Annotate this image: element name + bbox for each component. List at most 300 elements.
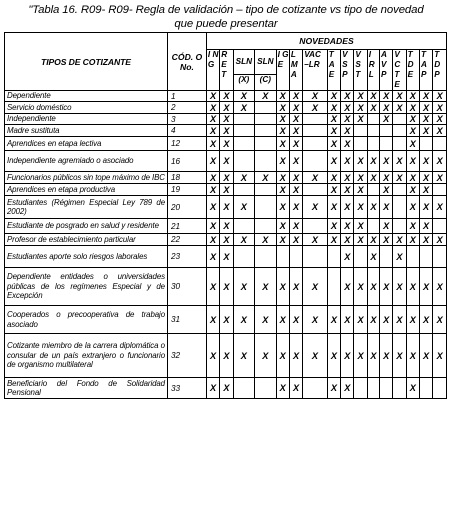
mark-cell-tae: X [327, 334, 340, 378]
mark-cell-tde: X [406, 234, 419, 246]
mark-cell-tdp [433, 184, 447, 196]
mark-cell-vst: X [354, 234, 367, 246]
mark-cell-avp: X [380, 91, 393, 102]
tipo-cotizante-cell: Servicio doméstico [5, 102, 168, 114]
tipo-cotizante-cell: Cooperados o precooperativa de trabajo asociado [5, 306, 168, 334]
mark-cell-vsp: X [341, 184, 354, 196]
table-row [5, 306, 447, 334]
mark-cell-slnc [255, 151, 277, 172]
mark-cell-vst [354, 125, 367, 137]
mark-cell-lma: X [289, 306, 302, 334]
header-col-lma: L M A [289, 50, 302, 91]
mark-cell-ing: X [206, 184, 219, 196]
mark-cell-ret: X [220, 137, 233, 151]
mark-cell-lma: X [289, 137, 302, 151]
mark-cell-avp: X [380, 184, 393, 196]
header-col-tdp: T D P [433, 50, 447, 91]
mark-cell-irl: X [367, 172, 379, 184]
mark-cell-tap: X [419, 125, 432, 137]
mark-cell-vst: X [354, 184, 367, 196]
mark-cell-tde: X [406, 114, 419, 125]
mark-cell-vsp: X [341, 196, 354, 219]
mark-cell-vaclr [303, 246, 328, 268]
cod-cell: 19 [167, 184, 206, 196]
header-col-ige: I G E [276, 50, 289, 91]
mark-cell-slnc: X [255, 334, 277, 378]
mark-cell-vcte [393, 378, 406, 399]
caption-line-2: que puede presentar [174, 18, 278, 30]
mark-cell-tdp: X [433, 172, 447, 184]
mark-cell-vsp: X [341, 91, 354, 102]
mark-cell-slnx: X [233, 172, 255, 184]
mark-cell-tap [419, 137, 432, 151]
mark-cell-tdp: X [433, 334, 447, 378]
mark-cell-tap [419, 378, 432, 399]
table-row [5, 91, 447, 102]
cod-cell: 20 [167, 196, 206, 219]
mark-cell-tap: X [419, 184, 432, 196]
mark-cell-tap: X [419, 306, 432, 334]
mark-cell-irl [367, 137, 379, 151]
mark-cell-vcte: X [393, 306, 406, 334]
mark-cell-avp: X [380, 268, 393, 306]
mark-cell-vcte: X [393, 102, 406, 114]
mark-cell-ige: X [276, 151, 289, 172]
mark-cell-tdp: X [433, 268, 447, 306]
mark-cell-tae [327, 246, 340, 268]
mark-cell-tde: X [406, 91, 419, 102]
mark-cell-vcte: X [393, 334, 406, 378]
mark-cell-irl: X [367, 102, 379, 114]
header-col-irl: I R L [367, 50, 379, 91]
mark-cell-ing: X [206, 102, 219, 114]
header-col-vcte: V C T E [393, 50, 406, 91]
header-col-slnc-sub: (C) [255, 74, 277, 90]
mark-cell-vst: X [354, 102, 367, 114]
mark-cell-tdp: X [433, 102, 447, 114]
mark-cell-tde: X [406, 125, 419, 137]
mark-cell-slnc: X [255, 91, 277, 102]
cod-cell: 21 [167, 219, 206, 234]
header-tipos: TIPOS DE COTIZANTE [5, 33, 168, 91]
mark-cell-ing: X [206, 137, 219, 151]
mark-cell-tap: X [419, 102, 432, 114]
mark-cell-slnx [233, 184, 255, 196]
mark-cell-vst: X [354, 114, 367, 125]
mark-cell-slnx [233, 151, 255, 172]
mark-cell-tae [327, 268, 340, 306]
mark-cell-vst: X [354, 172, 367, 184]
mark-cell-avp: X [380, 306, 393, 334]
mark-cell-vcte: X [393, 172, 406, 184]
mark-cell-irl: X [367, 234, 379, 246]
mark-cell-tae: X [327, 102, 340, 114]
mark-cell-avp [380, 137, 393, 151]
mark-cell-ing: X [206, 378, 219, 399]
tipo-cotizante-cell: Profesor de establecimiento particular [5, 234, 168, 246]
mark-cell-tap: X [419, 196, 432, 219]
mark-cell-vsp: X [341, 378, 354, 399]
mark-cell-ige: X [276, 334, 289, 378]
mark-cell-slnx [233, 125, 255, 137]
mark-cell-ige: X [276, 125, 289, 137]
mark-cell-slnc [255, 125, 277, 137]
table-row [5, 246, 447, 268]
mark-cell-tdp [433, 219, 447, 234]
mark-cell-irl [367, 184, 379, 196]
mark-cell-tdp: X [433, 306, 447, 334]
mark-cell-tdp: X [433, 114, 447, 125]
mark-cell-tdp: X [433, 234, 447, 246]
mark-cell-tae: X [327, 184, 340, 196]
tipo-cotizante-cell: Estudiantes aporte solo riesgos laborales [5, 246, 168, 268]
mark-cell-vcte [393, 196, 406, 219]
mark-cell-tdp [433, 137, 447, 151]
mark-cell-vcte: X [393, 91, 406, 102]
mark-cell-irl: X [367, 91, 379, 102]
mark-cell-tde: X [406, 102, 419, 114]
mark-cell-tdp: X [433, 151, 447, 172]
mark-cell-ige: X [276, 114, 289, 125]
mark-cell-vst: X [354, 306, 367, 334]
mark-cell-ing: X [206, 268, 219, 306]
mark-cell-slnx [233, 246, 255, 268]
table-row [5, 114, 447, 125]
mark-cell-vaclr [303, 219, 328, 234]
mark-cell-ing: X [206, 125, 219, 137]
mark-cell-ige [276, 246, 289, 268]
tipo-cotizante-cell: Funcionarios públicos sin tope máximo de IBC [5, 172, 168, 184]
cod-cell: 33 [167, 378, 206, 399]
mark-cell-avp [380, 125, 393, 137]
mark-cell-slnc: X [255, 268, 277, 306]
mark-cell-vcte [393, 125, 406, 137]
header-col-vst: V S T [354, 50, 367, 91]
cod-cell: 3 [167, 114, 206, 125]
mark-cell-slnx: X [233, 196, 255, 219]
table-row [5, 125, 447, 137]
header-col-tap: T A P [419, 50, 432, 91]
mark-cell-ing: X [206, 219, 219, 234]
mark-cell-lma: X [289, 378, 302, 399]
mark-cell-tde: X [406, 137, 419, 151]
cod-cell: 12 [167, 137, 206, 151]
mark-cell-avp: X [380, 234, 393, 246]
tipo-cotizante-cell: Aprendices en etapa productiva [5, 184, 168, 196]
mark-cell-ret: X [220, 91, 233, 102]
mark-cell-lma: X [289, 172, 302, 184]
mark-cell-vaclr: X [303, 306, 328, 334]
mark-cell-tap [419, 246, 432, 268]
mark-cell-ige: X [276, 184, 289, 196]
mark-cell-lma: X [289, 196, 302, 219]
mark-cell-tde: X [406, 184, 419, 196]
tipo-cotizante-cell: Independiente agremiado o asociado [5, 151, 168, 172]
mark-cell-ige: X [276, 91, 289, 102]
mark-cell-vcte: X [393, 246, 406, 268]
cod-cell: 32 [167, 334, 206, 378]
mark-cell-tae: X [327, 125, 340, 137]
mark-cell-avp: X [380, 219, 393, 234]
mark-cell-slnx: X [233, 91, 255, 102]
mark-cell-irl [367, 378, 379, 399]
mark-cell-ret: X [220, 219, 233, 234]
cod-cell: 4 [167, 125, 206, 137]
mark-cell-tap: X [419, 114, 432, 125]
mark-cell-tdp [433, 246, 447, 268]
mark-cell-ige: X [276, 172, 289, 184]
mark-cell-vsp: X [341, 172, 354, 184]
mark-cell-slnx: X [233, 268, 255, 306]
mark-cell-ing: X [206, 306, 219, 334]
mark-cell-slnc: X [255, 306, 277, 334]
mark-cell-ret: X [220, 334, 233, 378]
mark-cell-ige: X [276, 219, 289, 234]
mark-cell-tae: X [327, 234, 340, 246]
tipo-cotizante-cell: Estudiante de posgrado en salud y residente [5, 219, 168, 234]
mark-cell-vsp: X [341, 151, 354, 172]
mark-cell-ige: X [276, 196, 289, 219]
mark-cell-vcte [393, 137, 406, 151]
mark-cell-avp: X [380, 102, 393, 114]
table-row [5, 196, 447, 219]
mark-cell-ret: X [220, 125, 233, 137]
mark-cell-tde: X [406, 196, 419, 219]
mark-cell-ret: X [220, 196, 233, 219]
mark-cell-lma: X [289, 91, 302, 102]
cod-cell: 30 [167, 268, 206, 306]
mark-cell-vaclr: X [303, 196, 328, 219]
mark-cell-vcte [393, 114, 406, 125]
mark-cell-avp [380, 246, 393, 268]
cod-cell: 2 [167, 102, 206, 114]
mark-cell-slnx [233, 137, 255, 151]
tipo-cotizante-cell: Beneficiario del Fondo de Solidaridad Pensional [5, 378, 168, 399]
mark-cell-lma: X [289, 219, 302, 234]
mark-cell-vaclr [303, 114, 328, 125]
mark-cell-tae: X [327, 137, 340, 151]
mark-cell-tap: X [419, 268, 432, 306]
mark-cell-irl: X [367, 246, 379, 268]
mark-cell-vsp: X [341, 102, 354, 114]
header-col-ret: R E T [220, 50, 233, 91]
mark-cell-tap: X [419, 91, 432, 102]
mark-cell-slnc: X [255, 172, 277, 184]
table-row [5, 219, 447, 234]
mark-cell-vaclr [303, 125, 328, 137]
mark-cell-ret: X [220, 102, 233, 114]
mark-cell-vst: X [354, 219, 367, 234]
table-row [5, 268, 447, 306]
mark-cell-vst: X [354, 91, 367, 102]
mark-cell-irl: X [367, 306, 379, 334]
mark-cell-vaclr [303, 137, 328, 151]
mark-cell-vaclr: X [303, 102, 328, 114]
mark-cell-slnx: X [233, 306, 255, 334]
mark-cell-tae: X [327, 196, 340, 219]
mark-cell-irl [367, 125, 379, 137]
mark-cell-vst: X [354, 268, 367, 306]
mark-cell-ret: X [220, 114, 233, 125]
mark-cell-tae: X [327, 219, 340, 234]
mark-cell-vaclr [303, 378, 328, 399]
mark-cell-ret: X [220, 184, 233, 196]
mark-cell-slnc [255, 219, 277, 234]
mark-cell-tde: X [406, 306, 419, 334]
mark-cell-vsp: X [341, 219, 354, 234]
mark-cell-vst [354, 378, 367, 399]
table-row [5, 378, 447, 399]
mark-cell-vsp: X [341, 268, 354, 306]
mark-cell-tap: X [419, 334, 432, 378]
mark-cell-slnx [233, 378, 255, 399]
mark-cell-vaclr: X [303, 334, 328, 378]
mark-cell-ret: X [220, 234, 233, 246]
mark-cell-vsp: X [341, 334, 354, 378]
mark-cell-tae: X [327, 172, 340, 184]
header-col-tae: T A E [327, 50, 340, 91]
header-col-vaclr: VAC –LR [303, 50, 328, 91]
mark-cell-ing: X [206, 246, 219, 268]
mark-cell-lma: X [289, 151, 302, 172]
mark-cell-avp: X [380, 172, 393, 184]
mark-cell-slnx: X [233, 334, 255, 378]
mark-cell-ret: X [220, 378, 233, 399]
cod-cell: 31 [167, 306, 206, 334]
table-row [5, 172, 447, 184]
mark-cell-tap: X [419, 172, 432, 184]
validation-table [4, 32, 447, 399]
mark-cell-lma: X [289, 125, 302, 137]
table-row [5, 184, 447, 196]
mark-cell-tap: X [419, 234, 432, 246]
mark-cell-ige: X [276, 137, 289, 151]
mark-cell-lma: X [289, 114, 302, 125]
mark-cell-tae: X [327, 114, 340, 125]
mark-cell-ige: X [276, 102, 289, 114]
mark-cell-ret: X [220, 172, 233, 184]
mark-cell-tap: X [419, 219, 432, 234]
mark-cell-tde: X [406, 268, 419, 306]
mark-cell-ret: X [220, 246, 233, 268]
mark-cell-avp: X [380, 334, 393, 378]
mark-cell-slnc [255, 114, 277, 125]
mark-cell-tae: X [327, 306, 340, 334]
mark-cell-vaclr: X [303, 172, 328, 184]
mark-cell-ing: X [206, 114, 219, 125]
cod-cell: 23 [167, 246, 206, 268]
header-col-ing: I N G [206, 50, 219, 91]
mark-cell-lma: X [289, 268, 302, 306]
table-row [5, 334, 447, 378]
mark-cell-vsp: X [341, 137, 354, 151]
mark-cell-tdp: X [433, 91, 447, 102]
mark-cell-slnx: X [233, 234, 255, 246]
tipo-cotizante-cell: Madre sustituta [5, 125, 168, 137]
header-col-vsp: V S P [341, 50, 354, 91]
mark-cell-vst [354, 137, 367, 151]
mark-cell-slnc [255, 184, 277, 196]
mark-cell-slnx [233, 114, 255, 125]
mark-cell-vst: X [354, 334, 367, 378]
mark-cell-vcte [393, 184, 406, 196]
mark-cell-slnc [255, 102, 277, 114]
table-row [5, 151, 447, 172]
mark-cell-vaclr: X [303, 268, 328, 306]
mark-cell-irl: X [367, 268, 379, 306]
mark-cell-ret: X [220, 306, 233, 334]
mark-cell-avp: X [380, 114, 393, 125]
mark-cell-ing: X [206, 91, 219, 102]
mark-cell-tdp: X [433, 125, 447, 137]
mark-cell-ret: X [220, 151, 233, 172]
mark-cell-vaclr: X [303, 234, 328, 246]
mark-cell-lma: X [289, 334, 302, 378]
mark-cell-ing: X [206, 234, 219, 246]
tipo-cotizante-cell: Aprendices en etapa lectiva [5, 137, 168, 151]
mark-cell-vsp: X [341, 306, 354, 334]
mark-cell-tdp [433, 378, 447, 399]
cod-cell: 1 [167, 91, 206, 102]
tipo-cotizante-cell: Cotizante miembro de la carrera diplomática o consular de un país extranjero o funcionario de organismo multilateral [5, 334, 168, 378]
mark-cell-tae: X [327, 378, 340, 399]
mark-cell-tde [406, 246, 419, 268]
mark-cell-slnc [255, 378, 277, 399]
header-col-slnc: SLN [255, 50, 277, 75]
mark-cell-irl [367, 114, 379, 125]
header-cod: CÓD. O No. [167, 33, 206, 91]
mark-cell-tde: X [406, 151, 419, 172]
mark-cell-irl: X [367, 334, 379, 378]
mark-cell-avp [380, 378, 393, 399]
mark-cell-slnx [233, 219, 255, 234]
mark-cell-vcte: X [393, 268, 406, 306]
mark-cell-irl: X [367, 151, 379, 172]
mark-cell-slnc [255, 196, 277, 219]
mark-cell-ige: X [276, 378, 289, 399]
header-col-avp: A V P [380, 50, 393, 91]
mark-cell-tde: X [406, 334, 419, 378]
mark-cell-ret: X [220, 268, 233, 306]
tipo-cotizante-cell: Dependiente [5, 91, 168, 102]
table-row [5, 234, 447, 246]
mark-cell-irl [367, 219, 379, 234]
mark-cell-ige: X [276, 268, 289, 306]
mark-cell-vst: X [354, 196, 367, 219]
table-row [5, 137, 447, 151]
mark-cell-lma: X [289, 184, 302, 196]
mark-cell-tae: X [327, 151, 340, 172]
mark-cell-vsp: X [341, 114, 354, 125]
tipo-cotizante-cell: Dependiente entidades o universidades públicas de los regímenes Especial y de Excepción [5, 268, 168, 306]
mark-cell-lma [289, 246, 302, 268]
mark-cell-vst: X [354, 151, 367, 172]
mark-cell-tae: X [327, 91, 340, 102]
mark-cell-ing: X [206, 151, 219, 172]
mark-cell-vst [354, 246, 367, 268]
header-novedades: NOVEDADES [206, 33, 446, 50]
tipo-cotizante-cell: Independiente [5, 114, 168, 125]
mark-cell-tde: X [406, 219, 419, 234]
caption-line-1: "Tabla 16. R09- R09- Regla de validación – tipo de cotizante vs tipo de novedad [28, 4, 424, 16]
mark-cell-avp: X [380, 151, 393, 172]
mark-cell-slnx: X [233, 102, 255, 114]
tipo-cotizante-cell: Estudiantes (Régimen Especial Ley 789 de 2002) [5, 196, 168, 219]
mark-cell-slnc [255, 246, 277, 268]
mark-cell-vsp: X [341, 246, 354, 268]
mark-cell-ige: X [276, 306, 289, 334]
table-row [5, 102, 447, 114]
